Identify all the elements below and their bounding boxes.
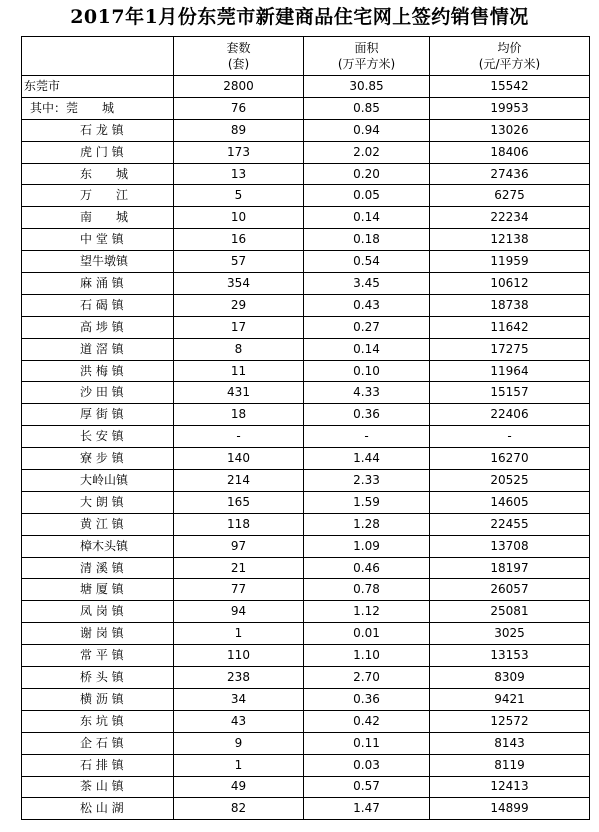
area-cell: 1.59 bbox=[304, 491, 430, 513]
units-cell: 1 bbox=[174, 754, 304, 776]
table-row bbox=[22, 163, 590, 185]
area-cell: 0.11 bbox=[304, 732, 430, 754]
region-cell: 桥 头 镇 bbox=[22, 667, 174, 689]
price-cell: 12138 bbox=[430, 229, 590, 251]
header-price-unit: (元/平方米) bbox=[478, 57, 541, 71]
table-row bbox=[22, 273, 590, 295]
area-cell: 0.57 bbox=[304, 776, 430, 798]
region-cell: 万 江 bbox=[22, 185, 174, 207]
price-cell: 11959 bbox=[430, 251, 590, 273]
region-cell: 沙 田 镇 bbox=[22, 382, 174, 404]
table-row bbox=[22, 338, 590, 360]
units-cell: 1 bbox=[174, 623, 304, 645]
region-cell: 茶 山 镇 bbox=[22, 776, 174, 798]
region-cell: 清 溪 镇 bbox=[22, 557, 174, 579]
area-cell: 0.03 bbox=[304, 754, 430, 776]
units-cell: 94 bbox=[174, 601, 304, 623]
area-cell: 0.27 bbox=[304, 316, 430, 338]
region-cell: 大 朗 镇 bbox=[22, 491, 174, 513]
price-cell: 6275 bbox=[430, 185, 590, 207]
area-cell: 0.36 bbox=[304, 404, 430, 426]
units-cell: 43 bbox=[174, 710, 304, 732]
units-cell: 238 bbox=[174, 667, 304, 689]
units-cell: 18 bbox=[174, 404, 304, 426]
table-row bbox=[22, 732, 590, 754]
area-cell: 0.10 bbox=[304, 360, 430, 382]
price-cell: 27436 bbox=[430, 163, 590, 185]
region-cell: 麻 涌 镇 bbox=[22, 273, 174, 295]
price-cell: 18738 bbox=[430, 294, 590, 316]
units-cell: 97 bbox=[174, 535, 304, 557]
area-cell: 0.18 bbox=[304, 229, 430, 251]
units-cell: 5 bbox=[174, 185, 304, 207]
table-row bbox=[22, 404, 590, 426]
region-cell: 石 碣 镇 bbox=[22, 294, 174, 316]
area-cell: 1.44 bbox=[304, 448, 430, 470]
price-cell: 15157 bbox=[430, 382, 590, 404]
area-cell: 1.28 bbox=[304, 513, 430, 535]
price-cell: 8309 bbox=[430, 667, 590, 689]
price-cell: 13153 bbox=[430, 645, 590, 667]
table-row bbox=[22, 448, 590, 470]
table-row bbox=[22, 185, 590, 207]
units-cell: 140 bbox=[174, 448, 304, 470]
header-area-label: 面积 bbox=[354, 41, 379, 55]
table-row bbox=[22, 798, 590, 820]
region-cell: 长 安 镇 bbox=[22, 426, 174, 448]
area-cell: 0.01 bbox=[304, 623, 430, 645]
area-cell: 0.36 bbox=[304, 688, 430, 710]
table-row bbox=[22, 141, 590, 163]
price-cell: 8119 bbox=[430, 754, 590, 776]
table-row bbox=[22, 667, 590, 689]
region-cell: 松 山 湖 bbox=[22, 798, 174, 820]
units-cell: 173 bbox=[174, 141, 304, 163]
price-cell: 19953 bbox=[430, 97, 590, 119]
table-row bbox=[22, 557, 590, 579]
price-cell: 8143 bbox=[430, 732, 590, 754]
area-cell: 0.43 bbox=[304, 294, 430, 316]
area-cell: 0.46 bbox=[304, 557, 430, 579]
price-cell: - bbox=[430, 426, 590, 448]
units-cell: 82 bbox=[174, 798, 304, 820]
price-cell: 9421 bbox=[430, 688, 590, 710]
price-cell: 20525 bbox=[430, 470, 590, 492]
table-row bbox=[22, 426, 590, 448]
price-cell: 15542 bbox=[430, 76, 590, 98]
price-cell: 12572 bbox=[430, 710, 590, 732]
price-cell: 18197 bbox=[430, 557, 590, 579]
price-cell: 22455 bbox=[430, 513, 590, 535]
table-row bbox=[22, 513, 590, 535]
area-cell: 0.14 bbox=[304, 338, 430, 360]
area-cell: 0.05 bbox=[304, 185, 430, 207]
table-row bbox=[22, 491, 590, 513]
sales-table bbox=[21, 36, 590, 820]
area-cell: 0.20 bbox=[304, 163, 430, 185]
units-cell: 29 bbox=[174, 294, 304, 316]
units-cell: 17 bbox=[174, 316, 304, 338]
table-row bbox=[22, 623, 590, 645]
price-cell: 11964 bbox=[430, 360, 590, 382]
table-row bbox=[22, 119, 590, 141]
units-cell: 118 bbox=[174, 513, 304, 535]
area-cell: 2.02 bbox=[304, 141, 430, 163]
area-cell: 1.47 bbox=[304, 798, 430, 820]
units-cell: 354 bbox=[174, 273, 304, 295]
units-cell: 8 bbox=[174, 338, 304, 360]
area-cell: 1.10 bbox=[304, 645, 430, 667]
region-cell: 中 堂 镇 bbox=[22, 229, 174, 251]
region-cell: 厚 街 镇 bbox=[22, 404, 174, 426]
region-cell: 东 坑 镇 bbox=[22, 710, 174, 732]
units-cell: 89 bbox=[174, 119, 304, 141]
header-region bbox=[22, 37, 174, 76]
table-row bbox=[22, 470, 590, 492]
units-cell: 2800 bbox=[174, 76, 304, 98]
header-price bbox=[430, 37, 590, 76]
table-header bbox=[22, 37, 590, 76]
area-cell: 4.33 bbox=[304, 382, 430, 404]
price-cell: 13026 bbox=[430, 119, 590, 141]
table-row bbox=[22, 97, 590, 119]
units-cell: 110 bbox=[174, 645, 304, 667]
units-cell: 9 bbox=[174, 732, 304, 754]
table-body bbox=[22, 76, 590, 820]
region-cell: 石 排 镇 bbox=[22, 754, 174, 776]
price-cell: 10612 bbox=[430, 273, 590, 295]
price-cell: 14605 bbox=[430, 491, 590, 513]
region-cell: 望牛墩镇 bbox=[22, 251, 174, 273]
table-row bbox=[22, 316, 590, 338]
units-cell: 76 bbox=[174, 97, 304, 119]
units-cell: 10 bbox=[174, 207, 304, 229]
region-cell: 黄 江 镇 bbox=[22, 513, 174, 535]
region-cell: 高 埗 镇 bbox=[22, 316, 174, 338]
table-row bbox=[22, 76, 590, 98]
units-cell: 57 bbox=[174, 251, 304, 273]
price-cell: 11642 bbox=[430, 316, 590, 338]
area-cell: 1.09 bbox=[304, 535, 430, 557]
table-row bbox=[22, 251, 590, 273]
price-cell: 26057 bbox=[430, 579, 590, 601]
price-cell: 12413 bbox=[430, 776, 590, 798]
area-cell: 1.12 bbox=[304, 601, 430, 623]
region-cell: 企 石 镇 bbox=[22, 732, 174, 754]
area-cell: 0.94 bbox=[304, 119, 430, 141]
units-cell: 21 bbox=[174, 557, 304, 579]
table-row bbox=[22, 645, 590, 667]
units-cell: 16 bbox=[174, 229, 304, 251]
area-cell: 0.78 bbox=[304, 579, 430, 601]
region-cell: 其中：莞 城 bbox=[22, 97, 174, 119]
table-row bbox=[22, 688, 590, 710]
region-cell: 大岭山镇 bbox=[22, 470, 174, 492]
table-row bbox=[22, 360, 590, 382]
price-cell: 16270 bbox=[430, 448, 590, 470]
table-row bbox=[22, 207, 590, 229]
header-units bbox=[174, 37, 304, 76]
header-area-unit: (万平方米) bbox=[337, 57, 396, 71]
region-cell: 横 沥 镇 bbox=[22, 688, 174, 710]
table-row bbox=[22, 776, 590, 798]
region-cell: 常 平 镇 bbox=[22, 645, 174, 667]
table-row bbox=[22, 601, 590, 623]
table-row bbox=[22, 382, 590, 404]
units-cell: 49 bbox=[174, 776, 304, 798]
units-cell: 214 bbox=[174, 470, 304, 492]
region-cell: 东莞市 bbox=[22, 76, 174, 98]
table-row bbox=[22, 710, 590, 732]
price-cell: 14899 bbox=[430, 798, 590, 820]
units-cell: - bbox=[174, 426, 304, 448]
region-cell: 洪 梅 镇 bbox=[22, 360, 174, 382]
units-cell: 13 bbox=[174, 163, 304, 185]
price-cell: 17275 bbox=[430, 338, 590, 360]
price-cell: 22406 bbox=[430, 404, 590, 426]
price-cell: 25081 bbox=[430, 601, 590, 623]
price-cell: 22234 bbox=[430, 207, 590, 229]
price-cell: 3025 bbox=[430, 623, 590, 645]
region-cell: 谢 岗 镇 bbox=[22, 623, 174, 645]
units-cell: 165 bbox=[174, 491, 304, 513]
table-row bbox=[22, 754, 590, 776]
table-row bbox=[22, 294, 590, 316]
header-price-label: 均价 bbox=[497, 41, 522, 55]
header-units-label: 套数 bbox=[226, 41, 251, 55]
units-cell: 11 bbox=[174, 360, 304, 382]
units-cell: 431 bbox=[174, 382, 304, 404]
area-cell: - bbox=[304, 426, 430, 448]
region-cell: 东 城 bbox=[22, 163, 174, 185]
page-title: 2017年1月份东莞市新建商品住宅网上签约销售情况 bbox=[70, 6, 529, 28]
region-cell: 寮 步 镇 bbox=[22, 448, 174, 470]
area-cell: 0.85 bbox=[304, 97, 430, 119]
table-row bbox=[22, 229, 590, 251]
area-cell: 3.45 bbox=[304, 273, 430, 295]
units-cell: 34 bbox=[174, 688, 304, 710]
area-cell: 0.54 bbox=[304, 251, 430, 273]
header-area bbox=[304, 37, 430, 76]
region-cell: 南 城 bbox=[22, 207, 174, 229]
header-row bbox=[22, 37, 590, 76]
area-cell: 30.85 bbox=[304, 76, 430, 98]
area-cell: 2.33 bbox=[304, 470, 430, 492]
table-row bbox=[22, 579, 590, 601]
price-cell: 18406 bbox=[430, 141, 590, 163]
region-cell: 石 龙 镇 bbox=[22, 119, 174, 141]
area-cell: 2.70 bbox=[304, 667, 430, 689]
region-cell: 虎 门 镇 bbox=[22, 141, 174, 163]
header-units-unit: (套) bbox=[227, 57, 250, 71]
table-row bbox=[22, 535, 590, 557]
region-cell: 道 滘 镇 bbox=[22, 338, 174, 360]
region-cell: 塘 厦 镇 bbox=[22, 579, 174, 601]
price-cell: 13708 bbox=[430, 535, 590, 557]
units-cell: 77 bbox=[174, 579, 304, 601]
area-cell: 0.14 bbox=[304, 207, 430, 229]
region-cell: 凤 岗 镇 bbox=[22, 601, 174, 623]
region-cell: 樟木头镇 bbox=[22, 535, 174, 557]
area-cell: 0.42 bbox=[304, 710, 430, 732]
